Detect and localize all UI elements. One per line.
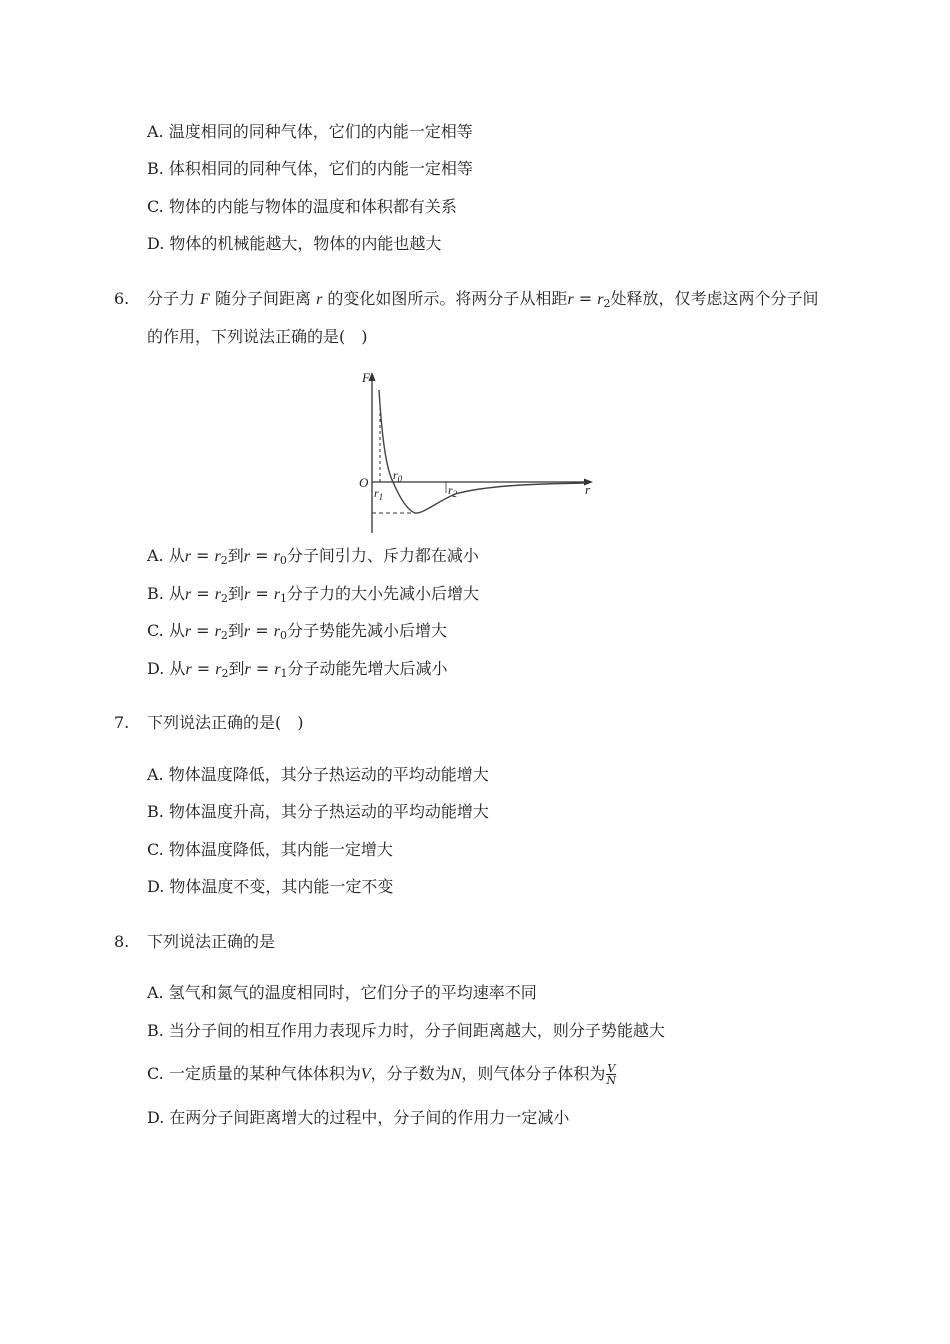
volume-fraction: $\frac{V}{N}$ xyxy=(606,1062,617,1087)
q8-option-a: A. 氢气和氮气的温度相同时，它们分子的平均速率不同 xyxy=(147,983,537,1002)
q6-number: 6. xyxy=(114,289,130,308)
q6-option-c: C. 从$r = r_2$到$r = r_0$分子势能先减小后增大 xyxy=(147,621,447,642)
q7-stem: 下列说法正确的是( ) xyxy=(147,713,304,732)
q7-option-a: A. 物体温度降低，其分子热运动的平均动能增大 xyxy=(147,765,489,784)
q8-option-b: B. 当分子间的相互作用力表现斥力时，分子间距离越大，则分子势能越大 xyxy=(147,1021,665,1040)
q6-option-b: B. 从$r = r_2$到$r = r_1$分子力的大小先减小后增大 xyxy=(147,584,480,605)
q8-number: 8. xyxy=(114,932,130,951)
y-axis-label: F xyxy=(362,370,370,385)
q5-option-c: C. 物体的内能与物体的温度和体积都有关系 xyxy=(147,197,457,216)
q8-option-c: C. 一定质量的某种气体体积为V，分子数为N，则气体分子体积为 $\frac{V}{N}$ xyxy=(147,1062,617,1087)
origin-label: O xyxy=(359,475,369,490)
q6-option-d: D. 从$r = r_2$到$r = r_1$分子动能先增大后减小 xyxy=(147,659,448,680)
r2-label: $r_2$ xyxy=(448,483,458,499)
q8-stem: 下列说法正确的是 xyxy=(147,932,276,951)
q6-stem-line1: 分子力 F 随分子间距离 r 的变化如图所示。将两分子从相距$r = r_2$处释放，仅考虑这两个分子间 xyxy=(147,289,819,310)
q8-option-d: D. 在两分子间距离增大的过程中，分子间的作用力一定减小 xyxy=(147,1108,570,1127)
q6-stem-line2: 的作用，下列说法正确的是( ) xyxy=(147,327,368,346)
q5-option-d: D. 物体的机械能越大，物体的内能也越大 xyxy=(147,234,442,253)
force-distance-graph xyxy=(355,368,600,538)
q5-option-a: A. 温度相同的同种气体，它们的内能一定相等 xyxy=(147,122,473,141)
q7-option-b: B. 物体温度升高，其分子热运动的平均动能增大 xyxy=(147,802,489,821)
force-curve xyxy=(379,390,585,513)
q7-option-d: D. 物体温度不变，其内能一定不变 xyxy=(147,877,394,896)
q7-number: 7. xyxy=(114,713,130,732)
q5-option-b: B. 体积相同的同种气体，它们的内能一定相等 xyxy=(147,159,473,178)
q7-option-c: C. 物体温度降低，其内能一定增大 xyxy=(147,840,393,859)
x-axis-label: r xyxy=(585,482,591,497)
r1-label: $r_1$ xyxy=(374,486,384,502)
r0-label: $r_0$ xyxy=(393,468,403,484)
q6-option-a: A. 从$r = r_2$到$r = r_0$分子间引力、斥力都在减小 xyxy=(147,546,479,567)
